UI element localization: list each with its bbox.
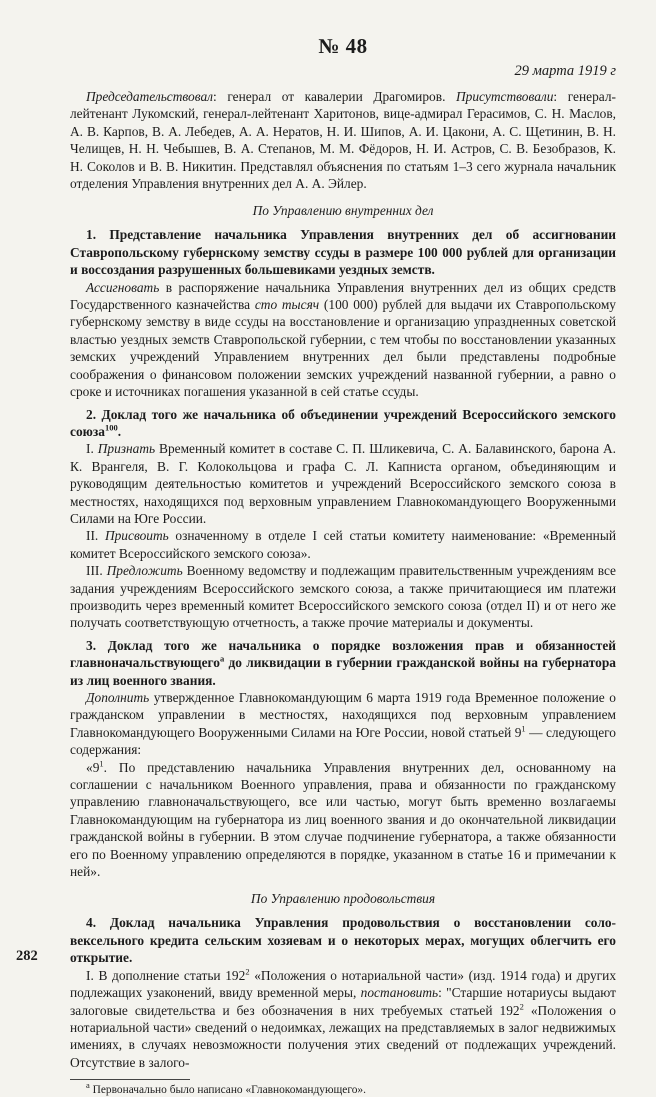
item-4-sup-2: 2 (519, 1001, 524, 1012)
item-4-text-a: I. В дополнение статьи 192 (86, 967, 246, 983)
present-text: : генерал-лейтенант Лукомский, генерал-лейтенант Харитонов, вице-адмирал Герасимов, С. Н. Маслов, А. В. Карпов, В. А. Лебедев, А. А. Нератов, Н. И. Шипов, А. И. Цакони, А. С. Щетинин, В. Н. Челищев, Н. Н. Чебышев, В. А. Степанов, М. М. Фёдоров, Н. И. Астров, С. В. Безобразов, К. Н. Соколов и В. В. Никитин. Представлял объяснения по статьям 1–3 сего журнала начальник отделения Управления внутренних дел А. А. Эйлер. (70, 89, 616, 192)
item-2-part-3 (70, 562, 616, 632)
item-3-lead: Дополнить (86, 690, 150, 705)
item-4-heading: 4. Доклад начальника Управления продовольствия о восстановлении соло-вексельного кредита сельским хозяевам и о некоторых мерах, могущих облегчить его открытие. (70, 915, 616, 966)
item-4-text-d: «Положения о нотариальной части» сведений о недоимках, лежащих на представляемых в залог недвижимых имениях, в случаях невозможности получения этих сведений от подлежащих учреждений. Отсутствие в залого- (70, 1002, 616, 1070)
present-label: Присутствовали (456, 89, 554, 104)
document-date: 29 марта 1919 г (514, 63, 616, 79)
footnote-text: Первоначально было написано «Главнокомандующего». (89, 1084, 366, 1097)
item-3-heading-a: 3. Доклад того же начальника о порядке возложения прав и обязанностей главноначальствующего (70, 637, 616, 671)
item-2-heading-end: . (117, 423, 122, 439)
item-4-text-c: : "Старшие нотариусы выдают залоговые свидетельства и без обозначения в них требуемых статьей 192 (70, 985, 616, 1018)
item-2-heading-text: 2. Доклад того же начальника об объединении учреждений Всероссийского земского союза (70, 406, 616, 439)
item-1-lead: Ассигновать (86, 279, 160, 295)
item-4-lead: постановить (360, 985, 439, 1001)
item-2-part-3-num: III. (86, 563, 107, 579)
item-2-part-2 (70, 527, 616, 562)
item-1-paragraph (70, 279, 616, 401)
item-3-quote-sup: 1 (99, 758, 104, 769)
item-3-paragraph-2 (70, 759, 616, 881)
item-2-part-1 (70, 440, 616, 527)
item-1-amount: сто тысяч (254, 297, 320, 313)
section-title-food-supply: По Управлению продовольствия (250, 891, 436, 907)
item-3-quote-b: . По представлению начальника Управления внутренних дел, основанному на соглашении с начальником Военного управления, права и обязанности по гражданскому управлению главноначальствующего, все или частью, могут быть временно возлагаемы Главнокомандующим на губернатора из лиц военного звания и до окончательной ликвидации гражданской войны в губернии. В этом случае подчинение губернатора, а также обязанности его по Военному управлению определяются в порядке, указанном в статье 16 и примечании к ней». (70, 759, 616, 880)
item-2-part-1-text: Временный комитет в составе С. П. Шликевича, С. А. Балавинского, барона А. К. Врангеля, В. Г. Колокольцова и графа С. Л. Капниста органом, объединяющим и руководящим деятельностью комитетов и учреждений Всероссийского земского союза в местностях, находящихся под верховным управлением Главнокомандующего Вооруженными Силами на Юге России. (70, 441, 616, 526)
item-2-part-2-lead: Присвоить (104, 528, 169, 544)
item-2-part-2-text: означенному в отделе I сей статьи комитету наименование: «Временный комитет Всероссийского земского союза». (70, 528, 616, 561)
chair-label: Председательствовал (86, 89, 214, 104)
item-2-part-1-lead: Признать (97, 441, 156, 457)
item-4-sup-1: 2 (245, 966, 250, 977)
item-1-text-a: в распоряжение начальника Управления внутренних дел из общих средств Государственного казначейства (70, 279, 616, 313)
footnote-ref-100: 100 (104, 422, 118, 433)
item-3-article-sup: 1 (521, 723, 526, 734)
footnote-mark: а (86, 1080, 90, 1091)
footnote (70, 1080, 616, 1097)
item-3-paragraph-1 (70, 689, 616, 759)
item-3-quote-a: «9 (86, 759, 100, 775)
document-number: № 48 (318, 34, 368, 58)
item-3-heading (70, 637, 616, 689)
section-title-internal-affairs: По Управлению внутренних дел (252, 203, 434, 219)
item-3-text-a: утвержденное Главнокомандующим 6 марта 1919 года Временное положение о гражданском управлении в местностях, находящихся под верховным управлением Главнокомандующего Вооруженными Силами на Юге России, новой статьей 9 (70, 690, 616, 740)
item-2-part-1-num: I. (86, 441, 98, 457)
item-1-heading: 1. Представление начальника Управления внутренних дел об ассигновании Ставропольскому губернскому земству ссуды в размере 100 000 рублей для организации и воссоздания разрушенных большевиками уездных земств. (70, 227, 616, 278)
item-2-part-2-num: II. (86, 528, 105, 544)
intro-paragraph (70, 88, 616, 192)
item-1-text-b: (100 000) рублей для выдачи их Ставропольскому губернскому земству в виде ссуды на восстановление и организацию упраздненных советской властью уездных земств Ставропольской губернии, с тем чтобы по восстановлении указанных земских учреждений Управлением внутренних дел были представлены подробные соображения о финансовом положении земских учреждений названной губернии, а равно о сроке и источниках погашения указанной в сей статье ссуды. (70, 297, 616, 400)
item-3-text-b: — следующего содержания: (70, 724, 616, 758)
item-2-heading (70, 406, 616, 441)
chair-text: : генерал от кавалерии Драгомиров. (213, 89, 456, 104)
item-4-paragraph (70, 967, 616, 1071)
item-2-part-3-text: Военному ведомству и подлежащим правительственным учреждениям все задания учреждениям Всероссийского земского союза, а также причитающиеся им платежи производить через временный комитет Всероссийского земского союза (отдел II) и от него же получать соответствующую отчетность, а также прочие материалы и документы. (70, 563, 616, 631)
item-4-text-b: «Положения о нотариальной части» (изд. 1914 года) и других подлежащих узаконений, ввиду временной меры, (70, 967, 617, 1001)
item-2-part-3-lead: Предложить (106, 563, 183, 579)
footnote-ref-a: а (220, 653, 225, 664)
page-number: 282 (16, 948, 38, 964)
item-3-heading-b: до ликвидации в губернии гражданской войны на губернатора из лиц военного звания. (70, 655, 616, 688)
